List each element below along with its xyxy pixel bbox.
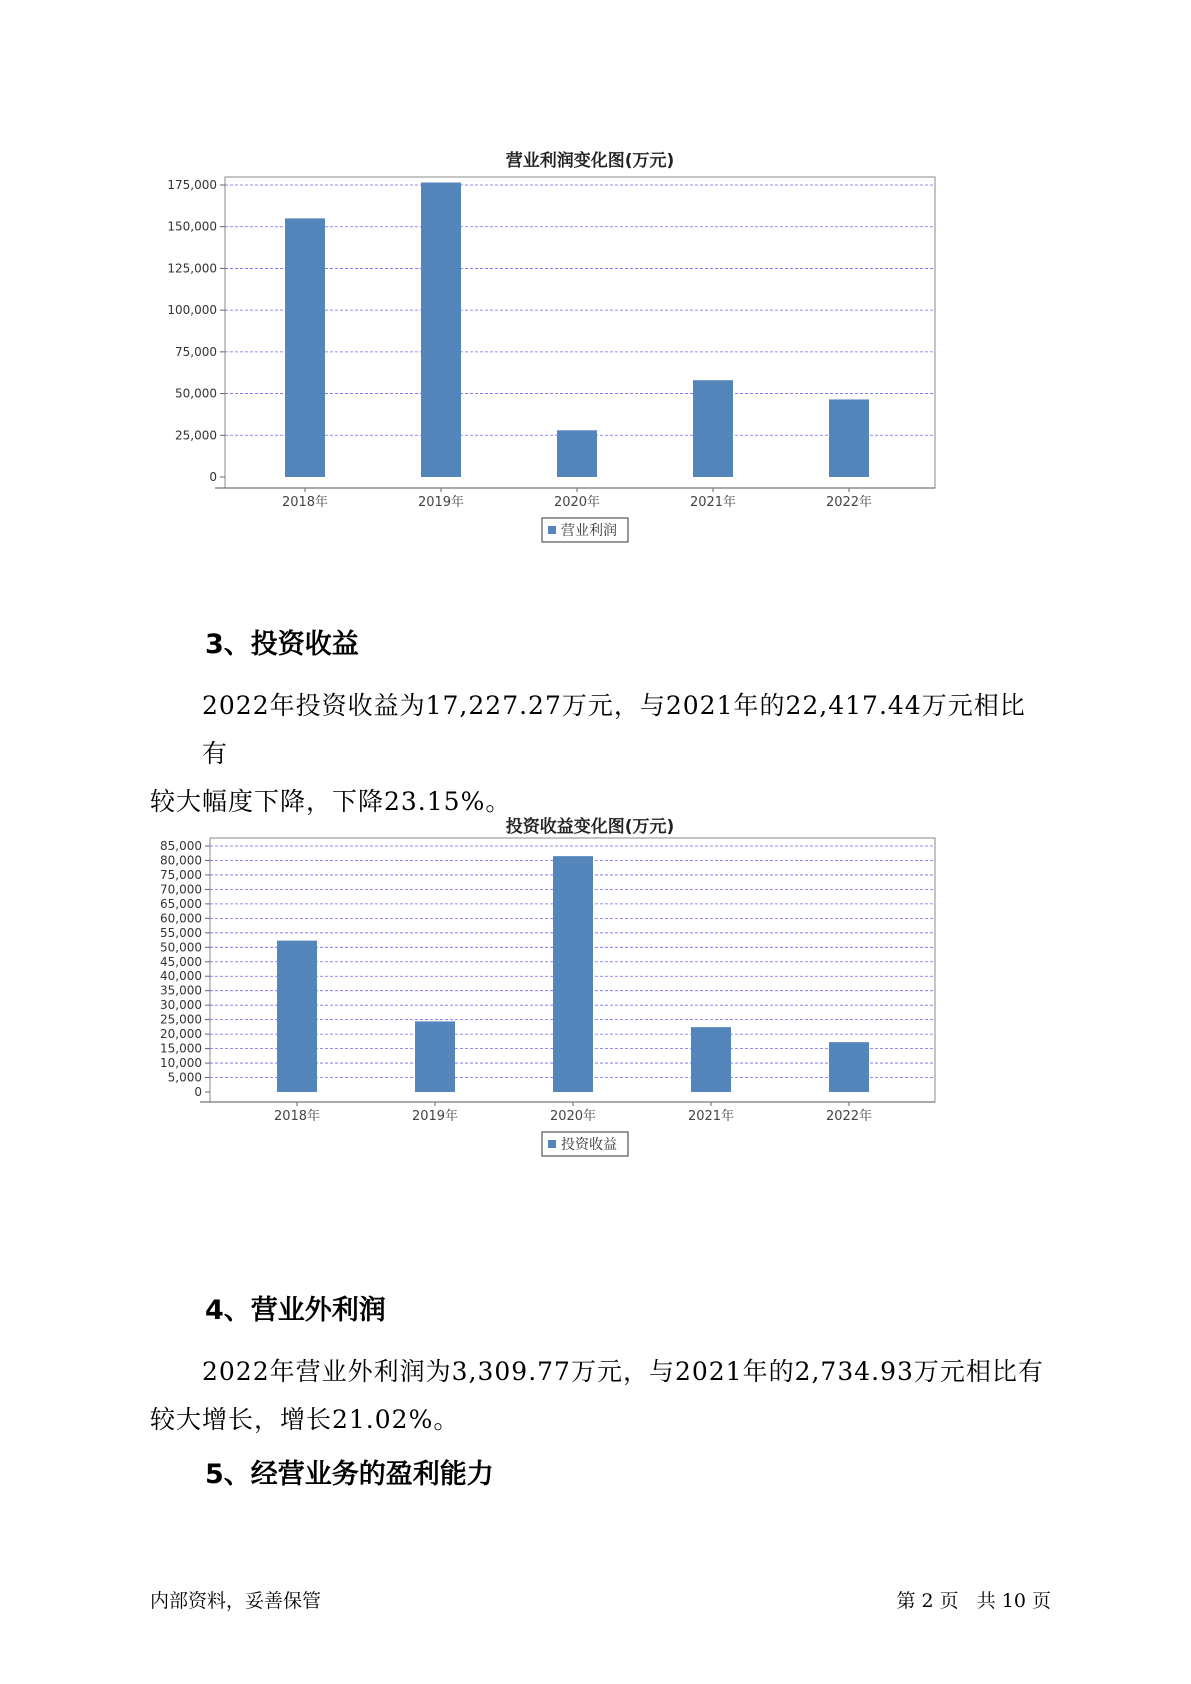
- y-tick-label: 0: [209, 470, 217, 484]
- y-tick-label: 45,000: [160, 954, 202, 969]
- y-tick-label: 65,000: [160, 896, 202, 911]
- y-tick-label: 175,000: [167, 178, 217, 192]
- y-tick-label: 55,000: [160, 925, 202, 940]
- x-tick-label: 2021年: [689, 495, 737, 510]
- x-tick-label: 2018年: [273, 1109, 321, 1124]
- chart-title: 投资收益变化图(万元): [505, 817, 675, 837]
- y-tick-label: 150,000: [167, 219, 217, 234]
- section-5-title: 5、经营业务的盈利能力: [205, 1459, 494, 1490]
- legend-label: 投资收益: [561, 1137, 617, 1153]
- y-tick-label: 20,000: [160, 1027, 202, 1042]
- chart-title: 营业利润变化图(万元): [505, 151, 675, 171]
- y-tick-label: 80,000: [160, 853, 202, 868]
- footer-page-number: 第 2 页 共 10 页: [896, 1590, 1051, 1612]
- y-tick-label: 85,000: [160, 839, 202, 853]
- bar-2019年: [421, 182, 461, 477]
- y-tick-label: 75,000: [160, 867, 202, 882]
- bar-2022年: [829, 399, 869, 477]
- bar-2021年: [693, 380, 733, 477]
- bar-2018年: [277, 941, 317, 1092]
- section-4-title: 4、营业外利润: [205, 1295, 386, 1326]
- section-4-paragraph: [150, 1348, 1050, 1444]
- y-tick-label: 10,000: [160, 1056, 202, 1071]
- y-tick-label: 60,000: [160, 911, 202, 926]
- section-4-line1: 2022年营业外利润为3,309.77万元，与2021年的2,734.93万元相比有: [202, 1357, 1044, 1386]
- section-4-line2: 较大增长，增长21.02%。: [150, 1405, 460, 1434]
- x-tick-label: 2018年: [281, 495, 329, 510]
- legend-swatch: [548, 526, 556, 534]
- y-tick-label: 15,000: [160, 1041, 202, 1056]
- bar-2022年: [829, 1042, 869, 1092]
- y-tick-label: 50,000: [175, 386, 217, 401]
- bar-2021年: [691, 1027, 731, 1092]
- section-3-line1: 2022年投资收益为17,227.27万元，与2021年的22,417.44万元相比有: [202, 691, 1026, 768]
- bar-2019年: [415, 1021, 455, 1092]
- y-tick-label: 0: [194, 1085, 202, 1099]
- y-tick-label: 75,000: [175, 344, 217, 359]
- section-3-title: 3、投资收益: [205, 629, 359, 660]
- x-tick-label: 2020年: [553, 495, 601, 510]
- footer-confidential-note: 内部资料，妥善保管: [150, 1590, 322, 1612]
- x-tick-label: 2021年: [687, 1109, 735, 1124]
- bar-2020年: [553, 856, 593, 1092]
- y-tick-label: 25,000: [160, 1012, 202, 1027]
- section-3-line2: 较大幅度下降，下降23.15%。: [150, 787, 512, 816]
- x-tick-label: 2019年: [417, 495, 465, 510]
- y-tick-label: 50,000: [160, 940, 202, 955]
- legend-label: 营业利润: [561, 523, 617, 539]
- investment-income-chart-svg: [150, 836, 1030, 1276]
- x-tick-label: 2020年: [549, 1109, 597, 1124]
- y-tick-label: 40,000: [160, 969, 202, 984]
- y-tick-label: 125,000: [167, 261, 217, 276]
- y-tick-label: 35,000: [160, 983, 202, 998]
- bar-2020年: [557, 430, 597, 477]
- x-tick-label: 2022年: [825, 1109, 873, 1124]
- y-tick-label: 30,000: [160, 998, 202, 1013]
- legend-swatch: [548, 1140, 556, 1148]
- bar-2018年: [285, 218, 325, 477]
- y-tick-label: 100,000: [167, 303, 217, 318]
- y-tick-label: 25,000: [175, 428, 217, 443]
- operating-profit-chart-svg: [150, 170, 1030, 630]
- x-tick-label: 2019年: [411, 1109, 459, 1124]
- x-tick-label: 2022年: [825, 495, 873, 510]
- y-tick-label: 70,000: [160, 882, 202, 897]
- section-3-paragraph: [150, 682, 1050, 826]
- y-tick-label: 5,000: [167, 1070, 202, 1085]
